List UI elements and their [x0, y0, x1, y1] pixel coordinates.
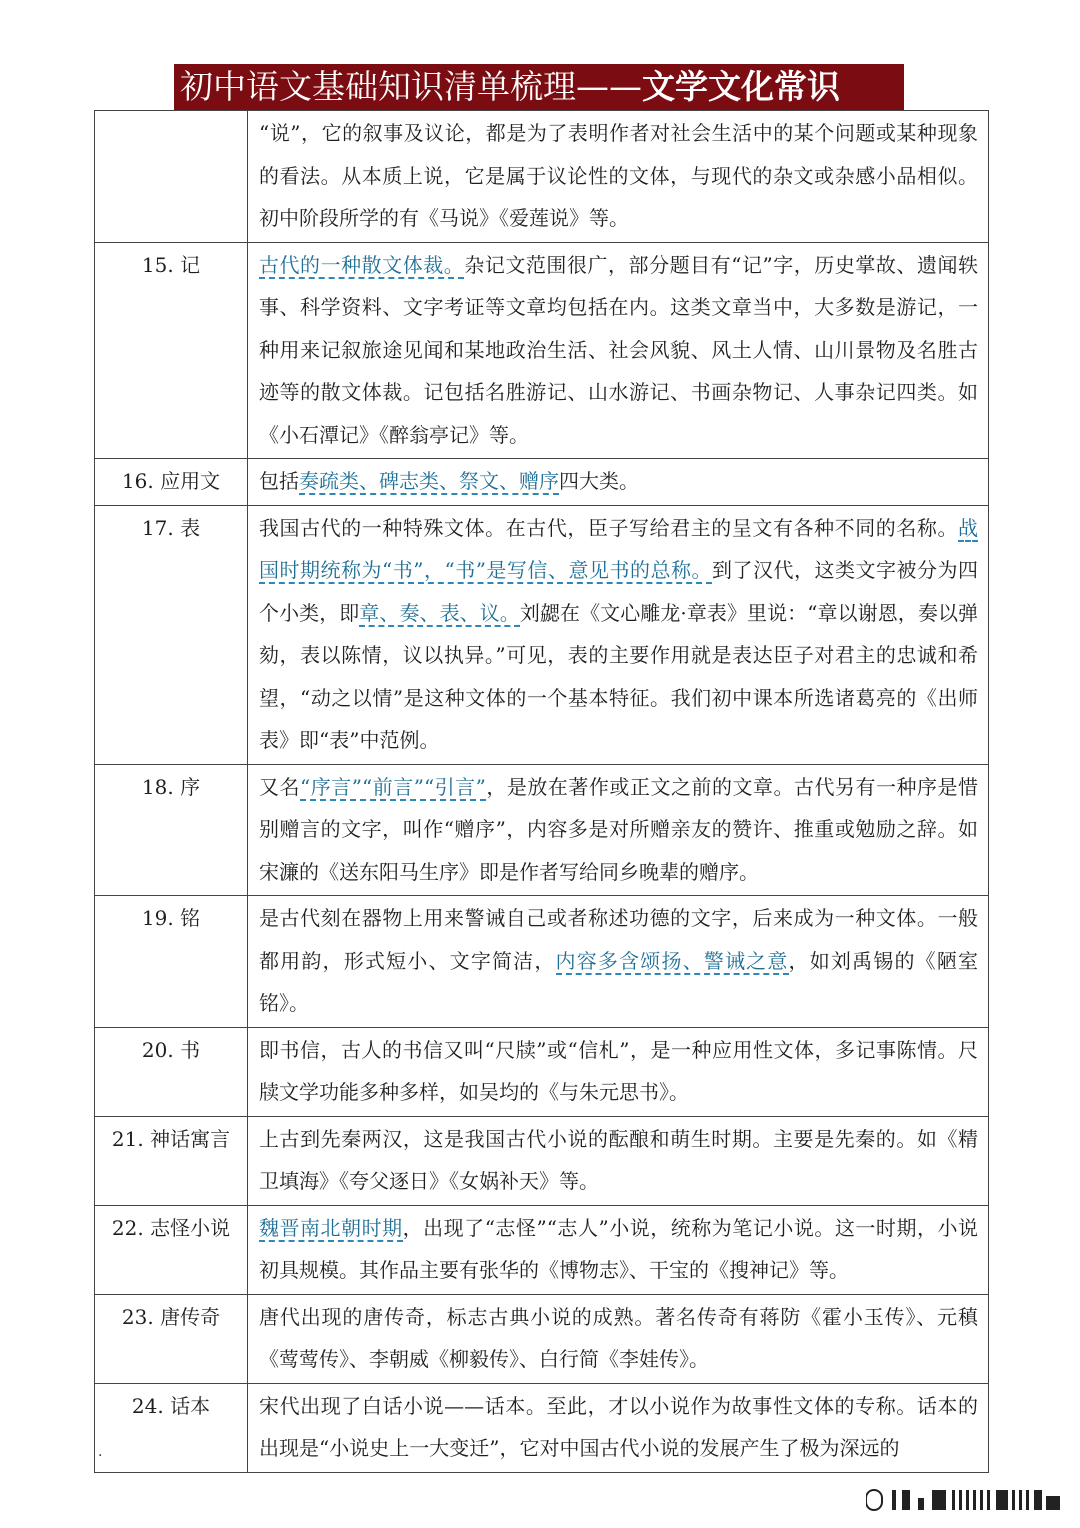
- description-cell: [248, 1205, 989, 1294]
- highlighted-text: 章、奏、表、议。: [359, 600, 520, 625]
- term-cell: 15. 记: [95, 242, 248, 459]
- table-row: [95, 1294, 989, 1383]
- table-row: [95, 1205, 989, 1294]
- term-cell: [95, 111, 248, 243]
- highlighted-text: “序言”“前言”“引言”: [300, 774, 486, 799]
- highlighted-text: 战国时期统称为“书”，“书”是写信、意见书的总称。: [259, 515, 978, 582]
- description-cell: [248, 1027, 989, 1116]
- description-cell: [248, 459, 989, 506]
- table-row: [95, 1383, 989, 1472]
- term-cell: 16. 应用文: [95, 459, 248, 506]
- term-cell: 19. 铭: [95, 896, 248, 1028]
- description-cell: [248, 242, 989, 459]
- term-cell: 24. 话本: [95, 1383, 248, 1472]
- table-row: [95, 896, 989, 1028]
- body-text: 四大类。: [559, 469, 639, 493]
- body-text: ，是放在著作或正文之前的文章。古代另有一种序是惜别赠言的文字，叫作“赠序”，内容多是对所赠亲友的赞许、推重或勉励之辞。如宋濂的《送东阳马生序》即是作者写给同乡晚辈的赠序。: [259, 774, 979, 884]
- term-cell: 21. 神话寓言: [95, 1116, 248, 1205]
- term-cell: 17. 表: [95, 505, 248, 764]
- body-text: 我国古代的一种特殊文体。在古代，臣子写给君主的呈文有各种不同的名称。: [259, 515, 958, 540]
- body-text: 杂记文范围很广，部分题目有“记”字，历史掌故、遗闻轶事、科学资料、文字考证等文章均包括在内。这类文章当中，大多数是游记，一种用来记叙旅途见闻和某地政治生活、社会风貌、风土人情、山川景物及名胜古迹等的散文体裁。记包括名胜游记、山水游记、书画杂物记、人事杂记四类。如《小石潭记》《醉翁亭记》等。: [259, 252, 979, 447]
- description-cell: [248, 505, 989, 764]
- body-text: 包括: [259, 469, 299, 493]
- description-cell: [248, 111, 989, 243]
- body-text: 又名: [259, 774, 301, 799]
- table-row: [95, 1116, 989, 1205]
- body-text: ，出现了“志怪”“志人”小说，统称为笔记小说。这一时期，小说初具规模。其作品主要有张华的《博物志》、干宝的《搜神记》等。: [259, 1215, 978, 1282]
- table-row: [95, 459, 989, 506]
- title-bold: 文学文化常识: [642, 67, 840, 106]
- description-cell: [248, 896, 989, 1028]
- description-cell: [248, 1294, 989, 1383]
- table-row: [95, 505, 989, 764]
- body-text: 宋代出现了白话小说——话本。至此，才以小说作为故事性文体的专称。话本的出现是“小说史上一大变迁”，它对中国古代小说的发展产生了极为深远的: [259, 1393, 978, 1460]
- title-normal: 初中语文基础知识清单梳理——: [180, 67, 642, 106]
- body-text: 上古到先秦两汉，这是我国古代小说的酝酿和萌生时期。主要是先秦的。如《精卫填海》《夸父逐日》《女娲补天》等。: [259, 1126, 978, 1193]
- highlighted-text: 古代的一种散文体裁。: [259, 252, 465, 277]
- watermark-logo-icon: [866, 1488, 1062, 1512]
- term-cell: 18. 序: [95, 764, 248, 896]
- body-text: 即书信，古人的书信又叫“尺牍”或“信札”，是一种应用性文体，多记事陈情。尺牍文学功能多种多样，如吴均的《与朱元思书》。: [259, 1037, 978, 1104]
- description-cell: [248, 1116, 989, 1205]
- description-cell: [248, 1383, 989, 1472]
- knowledge-table: [94, 110, 989, 1473]
- highlighted-text: 奏疏类、碑志类、祭文、赠序: [299, 469, 559, 493]
- description-cell: [248, 764, 989, 896]
- body-text: ，如刘禹锡的《陋室铭》。: [259, 948, 979, 1015]
- term-cell: 22. 志怪小说: [95, 1205, 248, 1294]
- table-row: [95, 111, 989, 243]
- body-text: 到了汉代，这类文字被分为四个小类，即: [259, 558, 979, 625]
- highlighted-text: 魏晋南北朝时期: [259, 1215, 403, 1240]
- highlighted-text: 内容多含颂扬、警诫之意: [555, 948, 789, 973]
- body-text: 唐代出现的唐传奇，标志古典小说的成熟。著名传奇有蒋防《霍小玉传》、元稹《莺莺传》、李朝威《柳毅传》、白行简《李娃传》。: [259, 1304, 978, 1371]
- term-cell: 20. 书: [95, 1027, 248, 1116]
- footer-mark: .: [98, 1444, 103, 1460]
- table-row: [95, 242, 989, 459]
- body-text: 是古代刻在器物上用来警诫自己或者称述功德的文字，后来成为一种文体。一般都用韵，形式短小、文字简洁，: [259, 906, 978, 973]
- term-cell: 23. 唐传奇: [95, 1294, 248, 1383]
- table-row: [95, 1027, 989, 1116]
- body-text: “说”，它的叙事及议论，都是为了表明作者对社会生活中的某个问题或某种现象的看法。从本质上说，它是属于议论性的文体，与现代的杂文或杂感小品相似。初中阶段所学的有《马说》《爱莲说》等。: [259, 121, 978, 230]
- body-text: 刘勰在《文心雕龙·章表》里说：“章以谢恩，奏以弹劾，表以陈情，议以执异。”可见，表的主要作用就是表达臣子对君主的忠诚和希望，“动之以情”是这种文体的一个基本特征。我们初中课本所选诸葛亮的《出师表》即“表”中范例。: [259, 600, 979, 752]
- page-title: [174, 64, 904, 110]
- table-row: [95, 764, 989, 896]
